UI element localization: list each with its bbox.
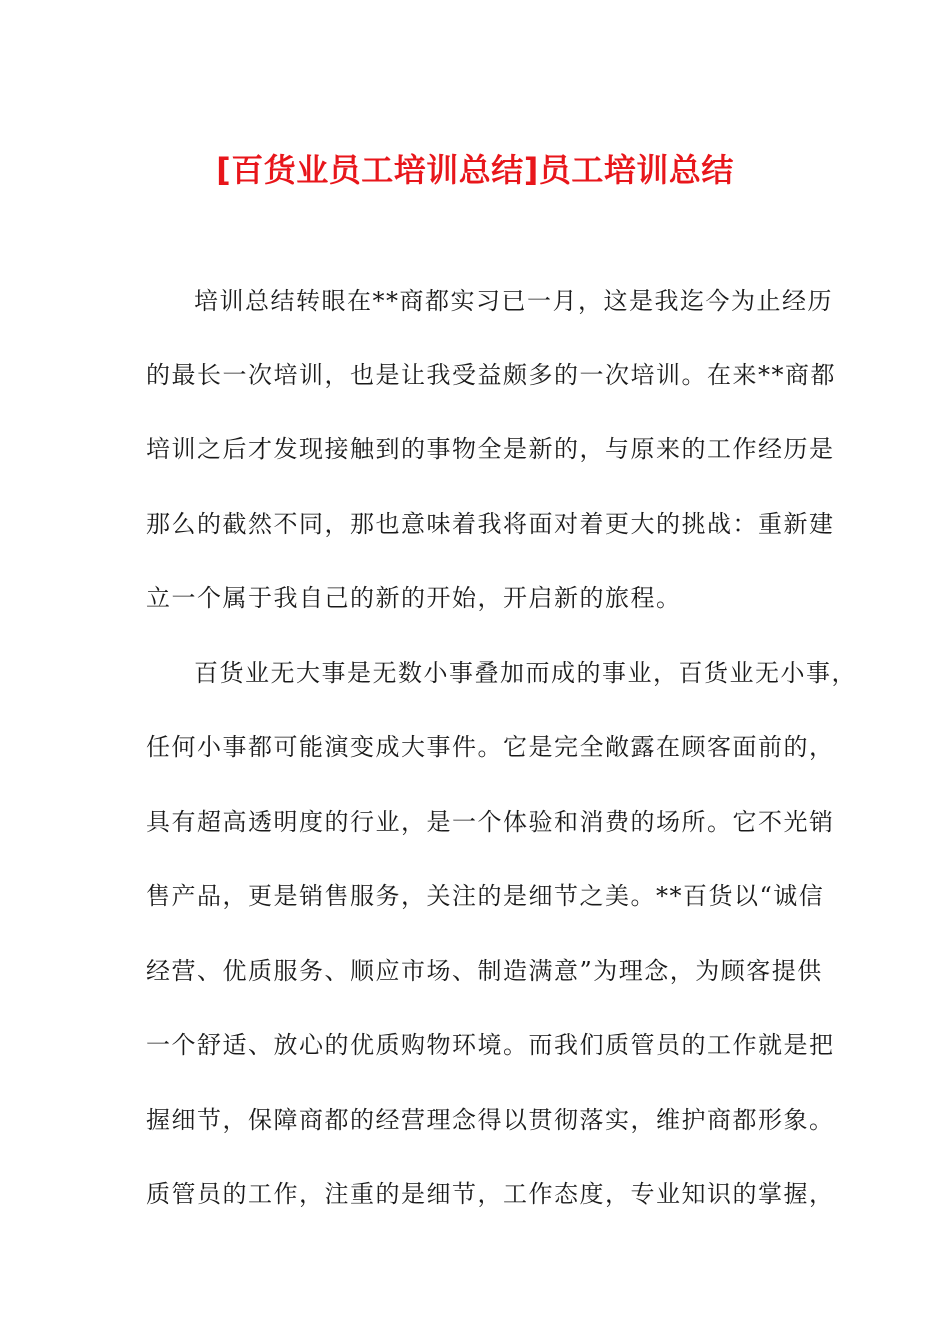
paragraph-1-line-1: 培训总结转眼在**商都实习已一月，这是我迄今为止经历 <box>194 287 833 315</box>
paragraph-2-line-6: 一个舒适、放心的优质购物环境。而我们质管员的工作就是把 <box>146 1031 835 1059</box>
document-title: [百货业员工培训总结]员工培训总结 <box>216 151 734 189</box>
paragraph-1-line-4: 那么的截然不同，那也意味着我将面对着更大的挑战：重新建 <box>146 510 835 538</box>
paragraph-2-line-7: 握细节，保障商都的经营理念得以贯彻落实，维护商都形象。 <box>146 1106 835 1134</box>
paragraph-1-line-3: 培训之后才发现接触到的事物全是新的，与原来的工作经历是 <box>146 435 835 463</box>
paragraph-2-line-1: 百货业无大事是无数小事叠加而成的事业，百货业无小事， <box>194 659 857 687</box>
paragraph-2-line-4: 售产品，更是销售服务，关注的是细节之美。**百货以“诚信 <box>146 882 825 910</box>
paragraph-2-line-5: 经营、优质服务、顺应市场、制造满意”为理念，为顾客提供 <box>146 957 823 985</box>
paragraph-1-line-5: 立一个属于我自己的新的开始，开启新的旅程。 <box>146 584 682 612</box>
paragraph-2-line-2: 任何小事都可能演变成大事件。它是完全敞露在顾客面前的， <box>146 733 835 761</box>
paragraph-2-line-3: 具有超高透明度的行业，是一个体验和消费的场所。它不光销 <box>146 808 835 836</box>
paragraph-1-line-2: 的最长一次培训，也是让我受益颇多的一次培训。在来**商都 <box>146 361 836 389</box>
paragraph-2-line-8: 质管员的工作，注重的是细节，工作态度，专业知识的掌握， <box>146 1180 835 1208</box>
